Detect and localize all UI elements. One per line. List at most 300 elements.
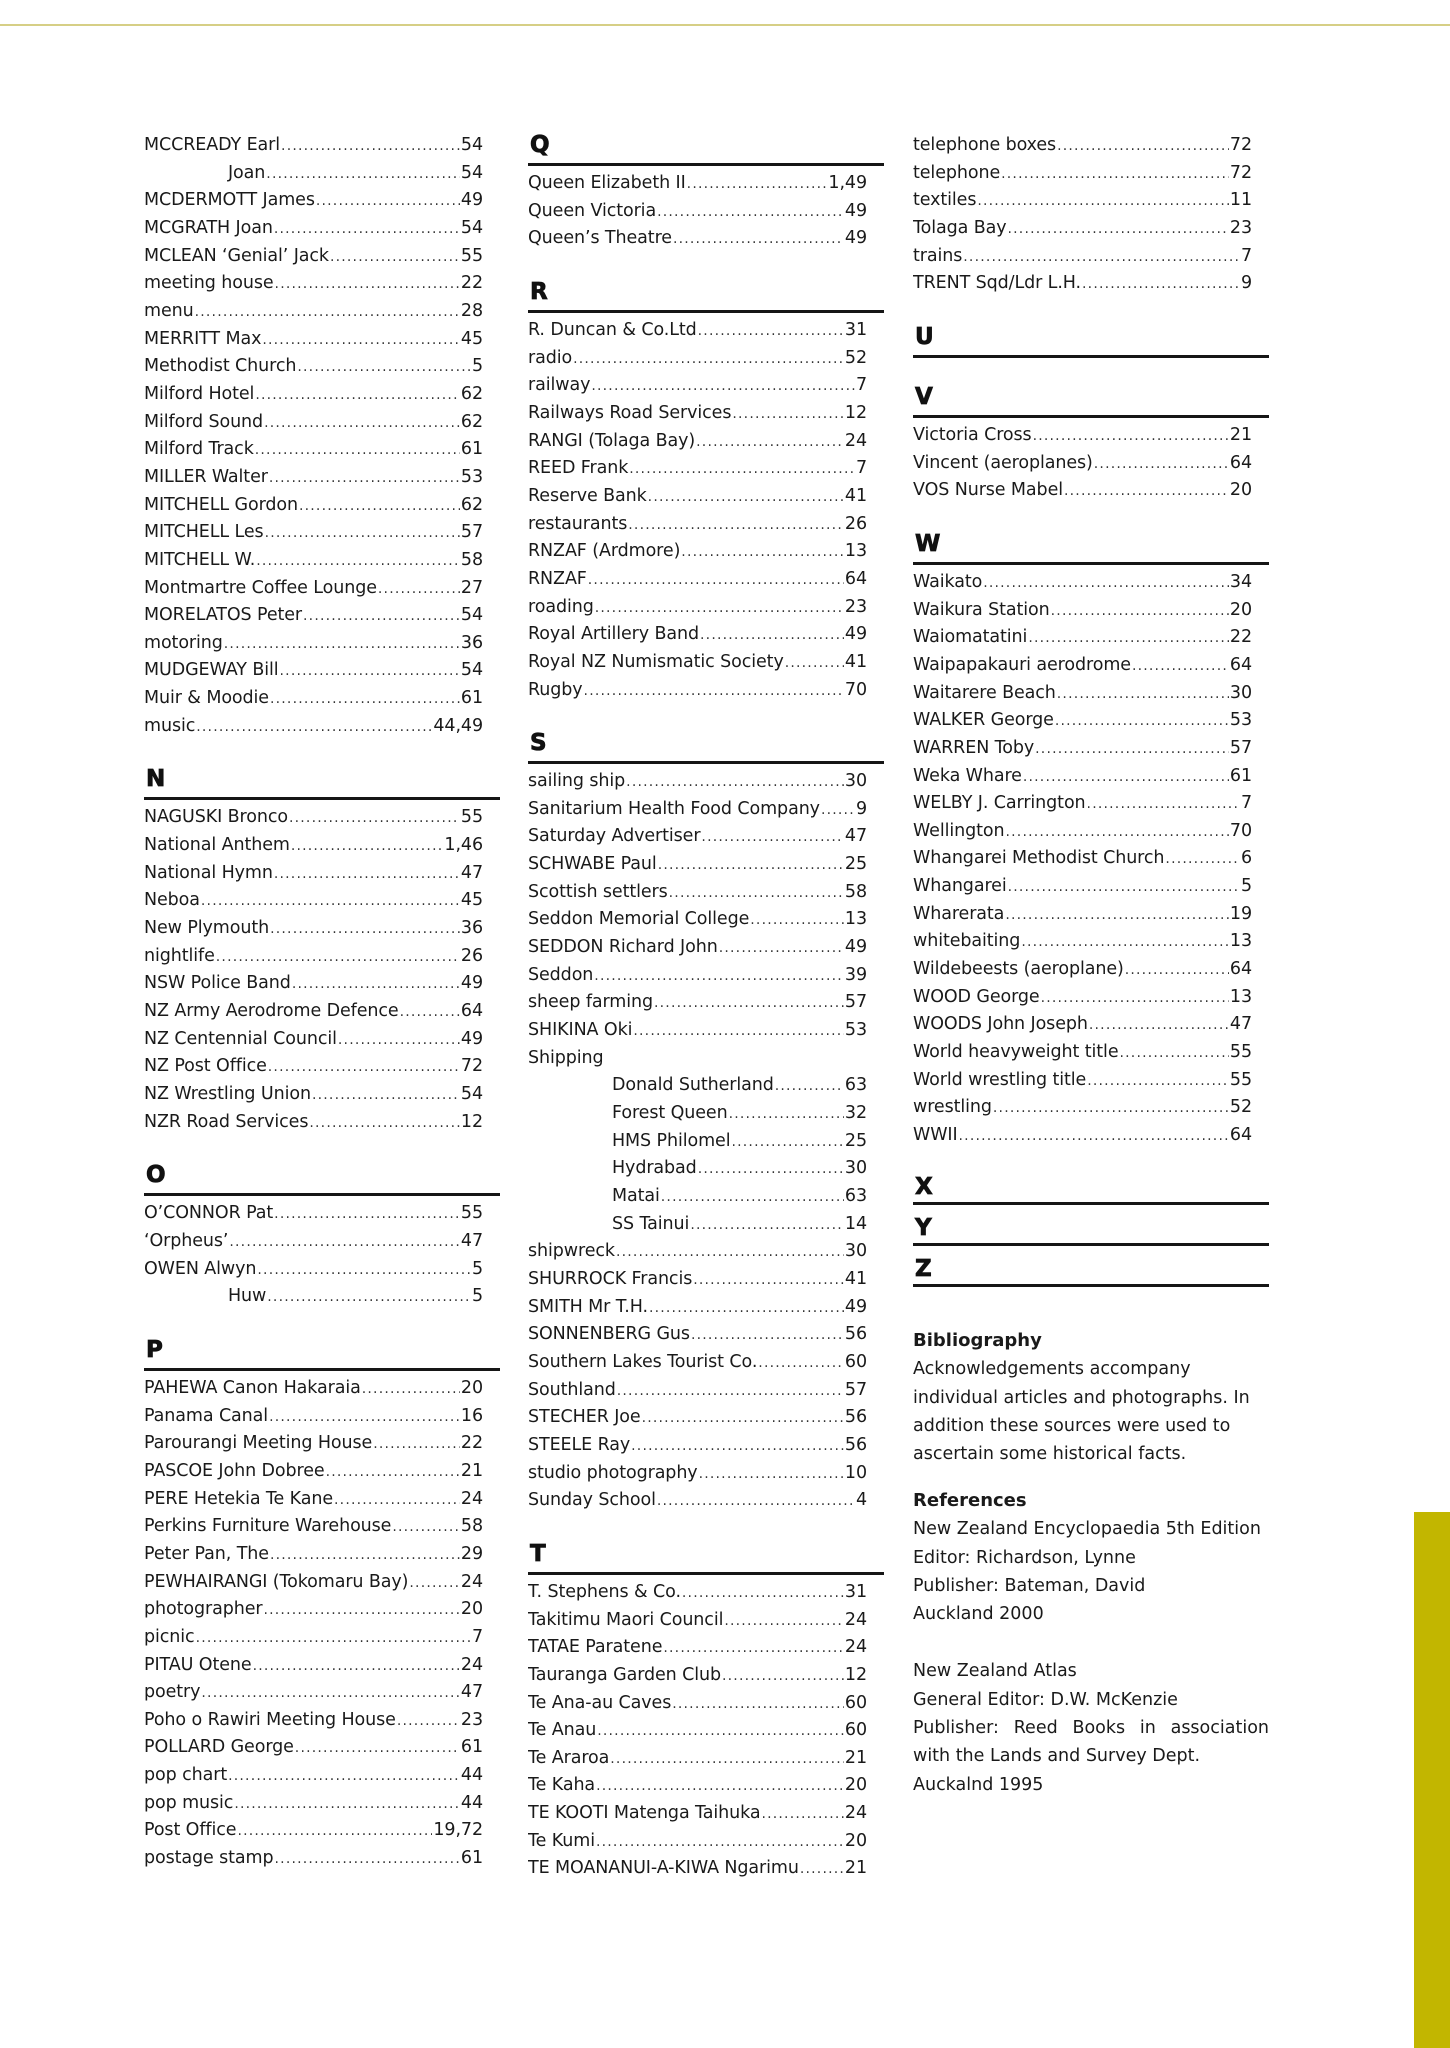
entry-name: STEELE Ray [528,1434,631,1455]
index-entry [144,1762,483,1790]
dot-leader [1082,271,1240,298]
index-entry [144,243,483,271]
dot-leader [262,327,460,354]
entry-page-number: 20 [844,1830,867,1851]
entry-page-number: 64 [1229,654,1252,675]
dot-leader [295,1735,460,1762]
index-entry [528,823,867,851]
entry-page-number: 55 [460,245,483,266]
letter-divider [144,1368,500,1371]
index-entry [144,685,483,713]
index-entry [144,381,483,409]
index-entry [528,170,867,198]
index-entry [913,243,1252,271]
entry-page-number: 54 [460,1084,483,1104]
dot-leader [663,1635,844,1662]
reference-word: association [1170,1717,1269,1738]
dot-leader [275,1846,460,1873]
dot-leader [584,678,844,705]
entry-page-number: 41 [844,485,867,506]
entry-name: Takitimu Maori Council [528,1609,724,1630]
index-entry [144,630,483,658]
dot-leader [983,570,1229,597]
index-entry [528,677,867,705]
entry-page-number: 12 [844,1664,867,1685]
dot-leader [237,1818,432,1845]
index-section [913,384,1269,505]
entry-page-number: 20 [1229,599,1252,620]
entry-name: Vincent (aeroplanes) [913,452,1093,473]
entry-page-number: 7 [1240,245,1252,266]
letter-divider [913,355,1269,358]
entry-name: nightlife [144,945,215,966]
entry-name: railway [528,375,591,396]
dot-leader [373,1431,460,1458]
entry-name: MITCHELL W. [144,549,256,570]
dot-leader [629,456,855,483]
dot-leader [701,824,844,851]
dot-leader [1021,929,1229,956]
entry-name: Royal Artillery Band [528,624,700,645]
index-entry [913,215,1252,243]
letter-heading: O [146,1162,166,1189]
entry-page-number: 61 [460,1848,483,1869]
letter-divider [528,1572,884,1575]
index-entry [913,790,1252,818]
entry-name: Wellington [913,820,1005,841]
index-entry [913,818,1252,846]
letter-divider [528,163,884,166]
empty-letter-section [913,1173,1269,1205]
entry-page-number: 49 [460,1028,483,1049]
letter-heading: P [146,1336,163,1363]
dot-leader [1094,451,1229,478]
letter-heading: Y [915,1214,932,1241]
reference-line: Auckalnd 1995 [913,1774,1044,1795]
entry-name: Panama Canal [144,1405,269,1426]
index-subentry [528,1211,867,1239]
entry-page-number: 10 [844,1462,867,1483]
entry-name: SHIKINA Oki [528,1020,633,1041]
index-entry [144,1569,483,1597]
dot-leader [409,1570,460,1597]
dot-leader [196,1625,471,1652]
entry-name: PITAU Otene [144,1654,252,1675]
entry-name: Shipping [528,1047,604,1068]
letter-heading: U [915,323,934,350]
entry-name: NZR Road Services [144,1111,309,1132]
index-entry [528,649,867,677]
entry-name: New Plymouth [144,918,270,939]
dot-leader [821,797,855,824]
dot-leader [269,465,460,492]
dot-leader [263,1597,459,1624]
index-entry [528,1349,867,1377]
index-entry [144,1228,483,1256]
entry-page-number: 12 [460,1111,483,1132]
entry-page-number: 7 [1240,793,1252,814]
index-entry [528,1238,867,1266]
dot-leader [691,1322,844,1349]
entry-name: pop music [144,1792,234,1813]
dot-leader [1041,985,1229,1012]
dot-leader [1035,736,1229,763]
entry-name: Saturday Advertiser [528,826,701,847]
index-entry [528,1045,867,1073]
entry-name: NZ Post Office [144,1056,267,1077]
reference-line: New Zealand Encyclopaedia 5th Edition [913,1519,1261,1540]
index-entry [528,1717,867,1745]
index-entry [913,160,1252,188]
entry-name: motoring [144,632,223,653]
letter-heading: T [530,1540,546,1567]
dot-leader [617,1378,844,1405]
entry-name: STECHER Joe [528,1407,641,1428]
dot-leader [338,1027,460,1054]
dot-leader [270,916,460,943]
entry-name: PAHEWA Canon Hakaraia [144,1377,361,1398]
dot-leader [1089,1012,1229,1039]
entry-name: Scottish settlers [528,881,668,902]
entry-name: SONNENBERG Gus [528,1324,690,1345]
dot-leader [1008,216,1229,243]
entry-name: National Hymn [144,862,273,883]
entry-page-number: 23 [844,596,867,617]
entry-page-number: 49 [844,200,867,221]
entry-name: PERE Hetekia Te Kane [144,1488,334,1509]
entry-name: sheep farming [528,992,653,1013]
entry-name: SCHWABE Paul [528,854,657,875]
entry-page-number: 6 [1240,848,1252,869]
entry-page-number: 19,72 [433,1820,483,1841]
index-subentry [528,1128,867,1156]
dot-leader [234,1791,460,1818]
index-entry [144,353,483,381]
reference-line: New Zealand Atlas [913,1661,1077,1682]
entry-page-number: 49 [844,937,867,958]
index-entry [913,1094,1252,1122]
index-entry [144,1109,483,1137]
entry-name: menu [144,300,194,321]
entry-name: TRENT Sqd/Ldr L.H. [913,273,1082,294]
dot-leader [633,1018,844,1045]
index-column-2 [528,132,884,1883]
entry-name: RANGI (Tolaga Bay) [528,430,696,451]
entry-name: Peter Pan, The [144,1543,269,1564]
entry-page-number: 57 [844,992,867,1013]
dot-leader [257,1257,471,1284]
entry-name: Queen Elizabeth II [528,173,686,193]
index-entry [913,735,1252,763]
index-subentry [528,1183,867,1211]
entry-name: R. Duncan & Co.Ltd [528,319,697,340]
entry-name: wrestling [913,1097,992,1118]
dot-leader [682,1580,844,1607]
index-entry [144,409,483,437]
entry-name: Sanitarium Health Food Company [528,798,820,819]
entry-page-number: 34 [1229,571,1252,592]
index-entry [144,1624,483,1652]
index-entry [528,428,867,456]
index-entry [528,1745,867,1773]
entry-name: MCGRATH Joan [144,217,273,238]
entry-page-number: 7 [471,1626,483,1647]
entry-name: Waikura Station [913,599,1050,620]
dot-leader [1006,819,1229,846]
entry-name: Whangarei Methodist Church [913,848,1165,869]
entry-page-number: 25 [844,854,867,875]
entry-page-number: 16 [460,1405,483,1426]
entry-page-number: 13 [1229,986,1252,1007]
dot-leader [673,226,844,253]
dot-leader [1057,681,1229,708]
dot-leader [642,1405,844,1432]
entry-page-number: 26 [844,513,867,534]
entry-name: Sunday School [528,1490,656,1511]
dot-leader [334,1487,460,1514]
index-section [144,1337,500,1873]
dot-leader [1001,161,1229,188]
dot-leader [631,1433,844,1460]
entry-page-number: 55 [460,1203,483,1224]
index-entry [144,519,483,547]
index-entry [528,906,867,934]
index-subentry [144,160,483,188]
index-entry [144,492,483,520]
letter-heading: S [530,730,547,757]
entry-name: MUDGEWAY Bill [144,660,279,681]
entry-page-number: 47 [460,1230,483,1251]
letter-heading: V [915,383,933,410]
index-entry [913,1122,1252,1150]
reference-word: in [1139,1717,1156,1738]
entry-page-number: 24 [844,1803,867,1824]
index-entry [144,547,483,575]
entry-page-number: 62 [460,383,483,404]
entry-page-number: 31 [844,1581,867,1602]
entry-name: MCLEAN ‘Genial’ Jack [144,245,329,266]
letter-heading: Z [915,1255,932,1282]
entry-name: Matai [612,1186,660,1206]
index-section [144,766,500,1136]
entry-page-number: 55 [1229,1042,1252,1063]
dot-leader [1087,791,1240,818]
entry-page-number: 61 [460,688,483,709]
entry-name: Wharerata [913,903,1005,924]
entry-name: WOOD George [913,986,1040,1007]
index-entry [144,1596,483,1624]
index-entry [144,1026,483,1054]
index-entry [144,464,483,492]
entry-name: Whangarei [913,876,1007,897]
index-entry [144,1081,483,1109]
dot-leader [699,1461,844,1488]
entry-name: textiles [913,190,977,211]
entry-page-number: 21 [844,1747,867,1768]
index-entry [528,1634,867,1662]
dot-leader [312,1082,460,1109]
entry-page-number: 61 [460,1737,483,1758]
dot-leader [626,769,844,796]
index-entry [528,1662,867,1690]
dot-leader [573,346,844,373]
dot-leader [270,686,460,713]
entry-page-number: 20 [460,1599,483,1620]
dot-leader [596,1829,844,1856]
index-entry [528,1432,867,1460]
index-subentry [144,1283,483,1311]
entry-name: Te Kumi [528,1830,595,1851]
dot-leader [256,548,460,575]
dot-leader [594,963,844,990]
index-entry [144,187,483,215]
entry-name: telephone boxes [913,135,1057,155]
entry-page-number: 57 [1229,737,1252,758]
index-entry [913,652,1252,680]
entry-page-number: 24 [460,1488,483,1509]
entry-page-number: 29 [460,1543,483,1564]
index-entry [528,1828,867,1856]
dot-leader [596,1773,844,1800]
entry-name: OWEN Alwyn [144,1258,257,1279]
entry-page-number: 11 [1229,190,1252,211]
dot-leader [591,373,855,400]
entry-page-number: 28 [460,300,483,321]
entry-page-number: 13 [844,541,867,562]
index-entry [528,851,867,879]
dot-leader [669,880,844,907]
entry-page-number: 5 [471,356,483,377]
index-section [528,279,884,704]
index-entry [913,956,1252,984]
entry-name: Perkins Furniture Warehouse [144,1516,392,1537]
dot-leader [266,161,460,188]
entry-name: MILLER Walter [144,466,268,487]
dot-leader [303,603,460,630]
entry-name: World heavyweight title [913,1042,1119,1063]
index-entry [528,796,867,824]
index-entry [144,1845,483,1873]
dot-leader [785,650,844,677]
entry-page-number: 21 [460,1460,483,1481]
dot-leader [700,622,844,649]
entry-page-number: 36 [460,632,483,653]
entry-page-number: 30 [844,771,867,792]
index-entry [144,575,483,603]
index-section [144,132,500,740]
dot-leader [696,429,844,456]
dot-leader [719,935,844,962]
index-entry [528,455,867,483]
index-subentry [528,1155,867,1183]
index-entry [144,1256,483,1284]
index-entry [144,1486,483,1514]
index-entry [528,1855,867,1883]
top-rule [0,24,1450,26]
entry-page-number: 31 [844,319,867,340]
dot-leader [255,437,460,464]
entry-page-number: 1,49 [828,173,867,193]
entry-page-number: 20 [460,1377,483,1398]
reference-line: Editor: Richardson, Lynne [913,1547,1136,1568]
bibliography-title: Bibliography [913,1329,1042,1351]
entry-page-number: 45 [460,890,483,911]
index-entry [913,477,1252,505]
dot-leader [309,1110,460,1137]
dot-leader [588,567,844,594]
dot-leader [595,595,844,622]
entry-name: Te Anau [528,1720,597,1741]
entry-page-number: 60 [844,1351,867,1372]
dot-leader [610,1746,844,1773]
entry-name: RNZAF (Ardmore) [528,541,681,562]
entry-page-number: 60 [844,1692,867,1713]
entry-page-number: 7 [855,375,867,396]
bibliography-text [913,1355,1269,1469]
index-entry [913,1039,1252,1067]
entry-page-number: 47 [844,826,867,847]
index-entry [528,621,867,649]
letter-divider [913,415,1269,418]
entry-page-number: 52 [844,347,867,368]
references-title: References [913,1489,1027,1511]
dot-leader [959,1123,1229,1150]
entry-name: MCDERMOTT James [144,190,315,211]
bibliography-line: ascertain some historical facts. [913,1444,1187,1465]
dot-leader [657,199,844,226]
entry-name: Neboa [144,890,200,911]
letter-divider [913,1202,1269,1205]
dot-leader [661,1184,844,1211]
index-entry [913,984,1252,1012]
dot-leader [729,1101,844,1128]
index-entry [144,970,483,998]
dot-leader [397,1708,460,1735]
entry-name: Hydrabad [612,1158,697,1179]
index-entry [528,538,867,566]
entry-name: Muir & Moodie [144,688,269,709]
letter-heading: X [915,1173,933,1200]
index-entry [144,1053,483,1081]
entry-page-number: 13 [844,909,867,930]
index-entry [528,768,867,796]
entry-name: Waipapakauri aerodrome [913,654,1131,675]
entry-name: TATAE Paratene [528,1637,663,1658]
entry-page-number: 52 [1229,1097,1252,1118]
entry-page-number: 23 [1229,217,1252,238]
entry-page-number: 64 [1229,1125,1252,1146]
index-entry [528,1266,867,1294]
index-section [913,531,1269,1150]
entry-name: RNZAF [528,568,587,589]
entry-name: music [144,715,196,736]
letter-heading: Q [530,132,550,158]
entry-name: PASCOE John Dobree [144,1460,325,1481]
entry-name: Methodist Church [144,356,297,377]
entry-name: Milford Sound [144,411,264,432]
index-entry [144,436,483,464]
entry-name: NAGUSKI Bronco [144,807,288,828]
index-entry [144,215,483,243]
entry-page-number: 22 [460,273,483,294]
index-entry [913,187,1252,215]
entry-page-number: 22 [1229,627,1252,648]
entry-page-number: 26 [460,945,483,966]
entry-page-number: 53 [460,466,483,487]
entry-name: WWII [913,1125,958,1146]
entry-name: whitebaiting [913,931,1021,952]
entry-page-number: 47 [460,1682,483,1703]
